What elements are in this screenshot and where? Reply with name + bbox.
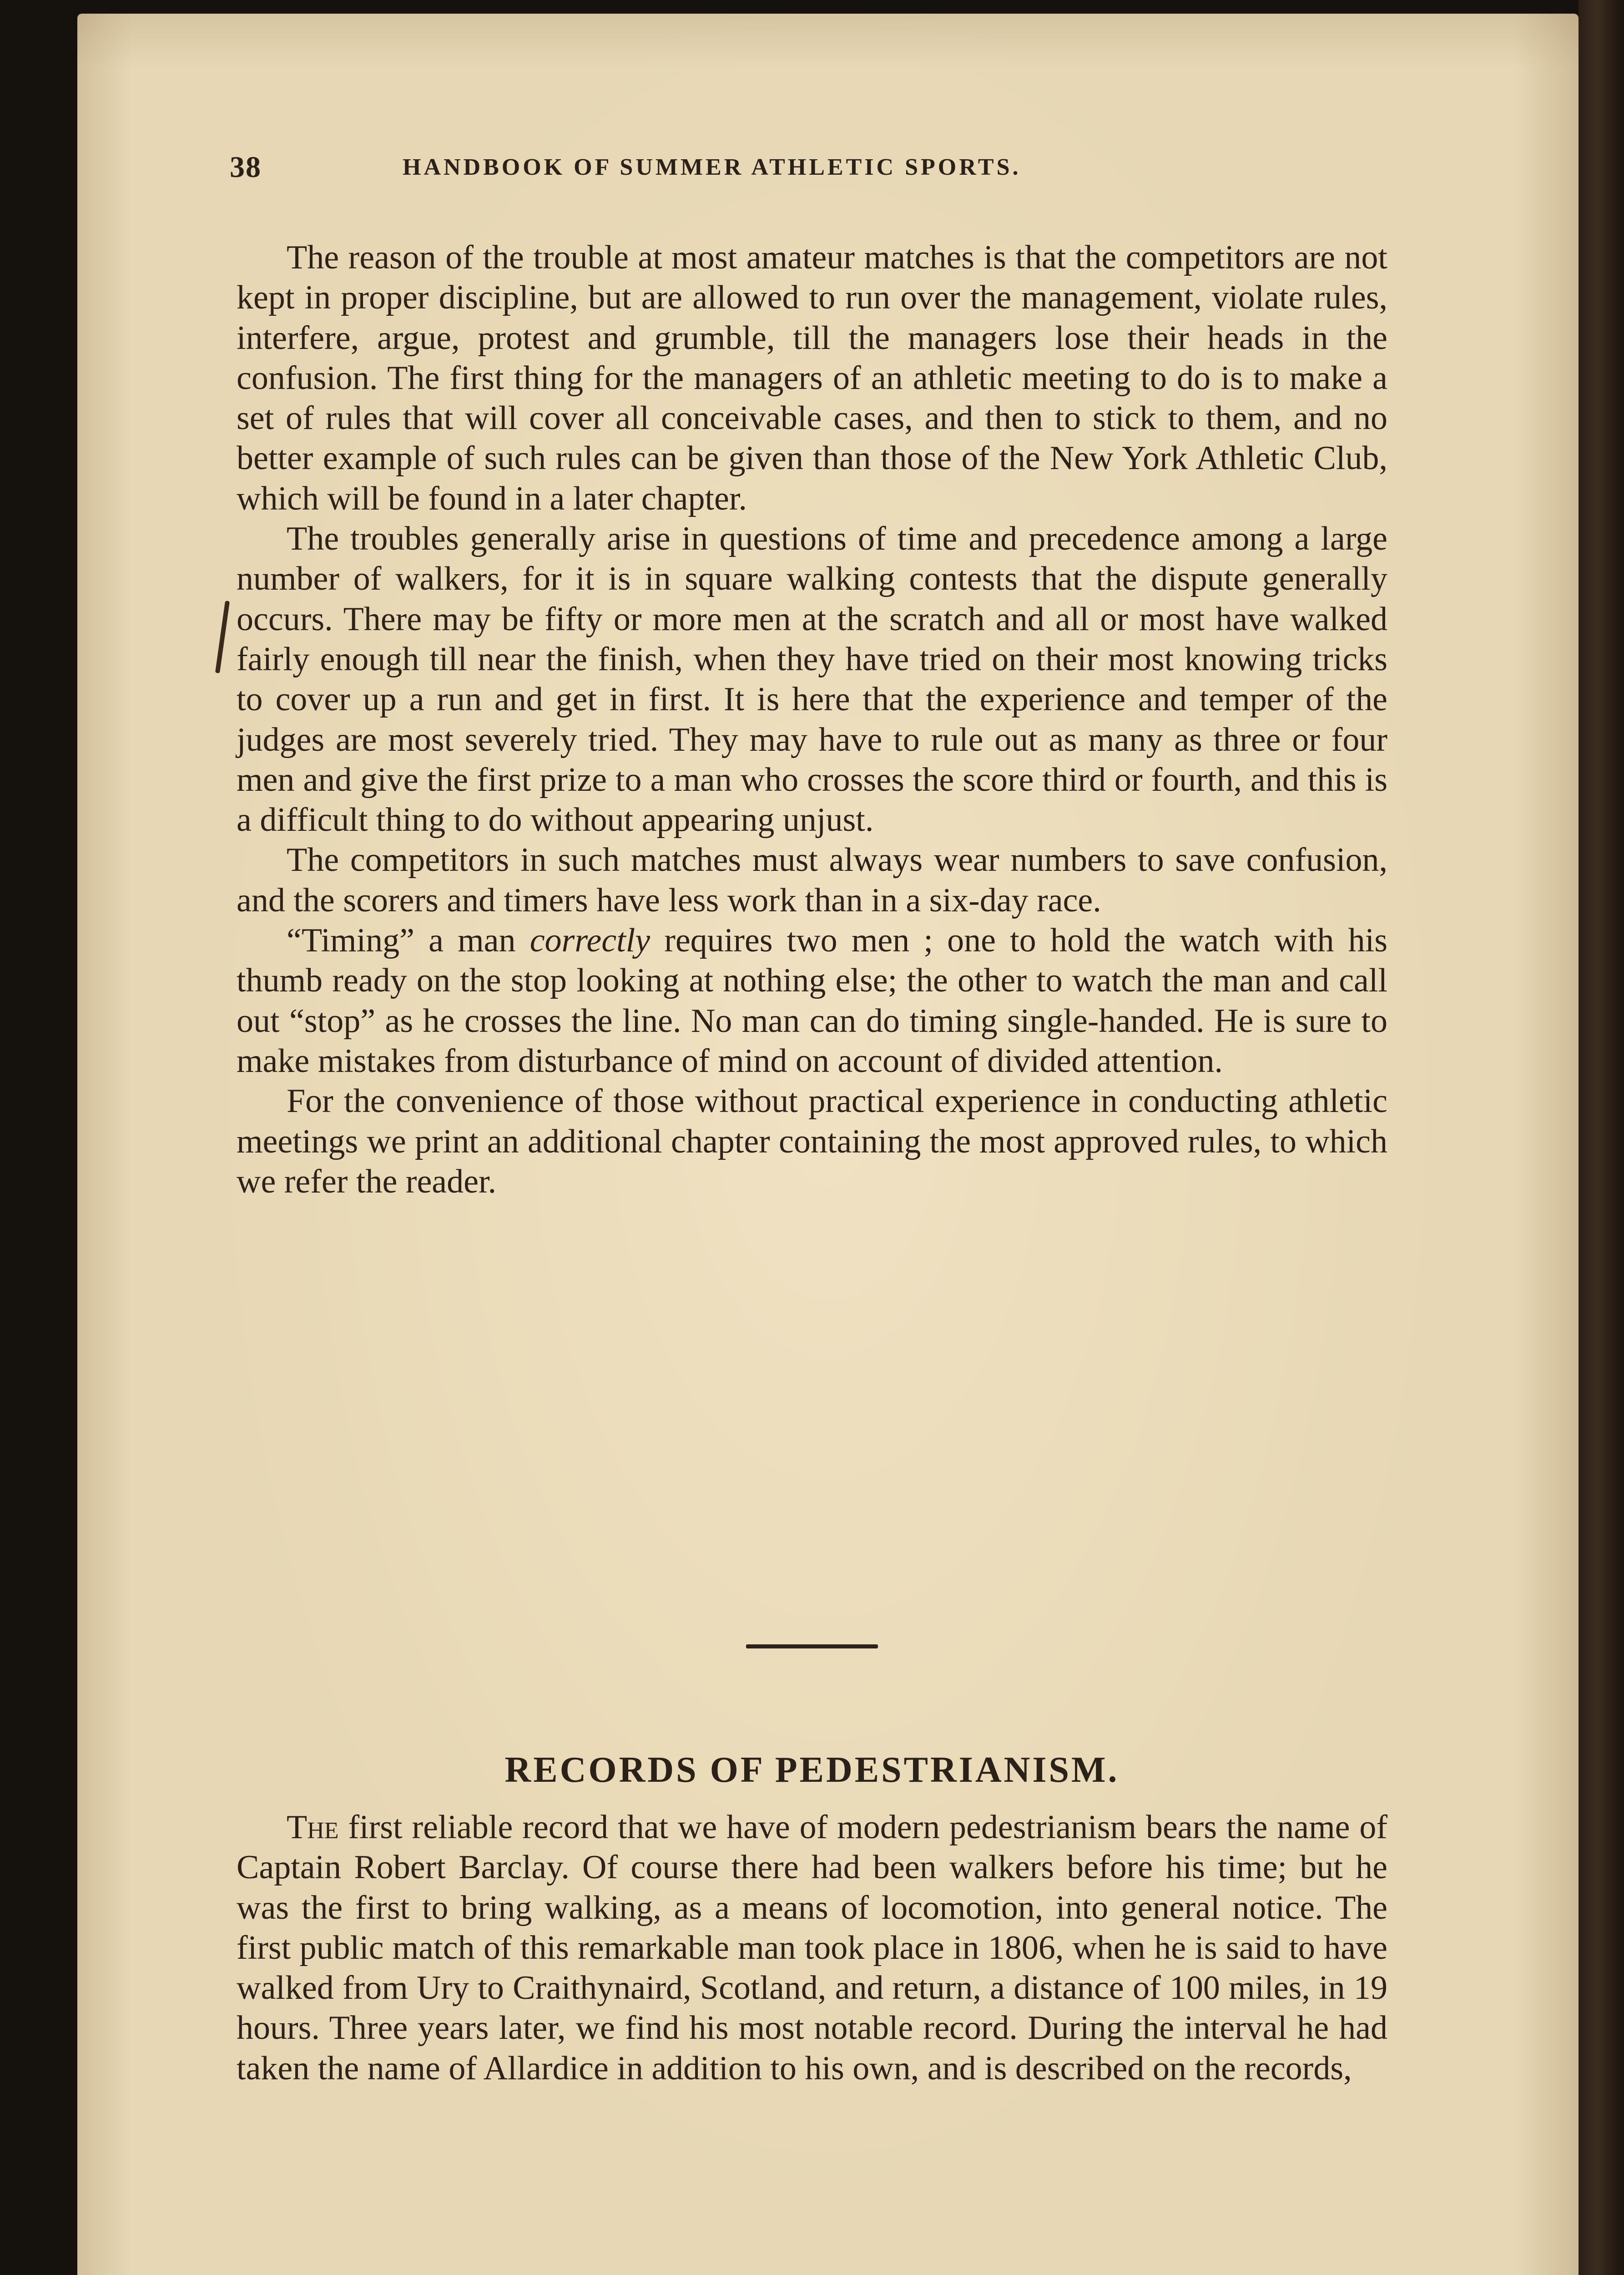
section-body xyxy=(237,1807,1387,2088)
section-heading: RECORDS OF PEDESTRIANISM. xyxy=(504,1750,1120,1790)
timing-text-start: “Timing” a man xyxy=(287,922,530,960)
paragraph: The competitors in such matches must always wear numbers to save confusion, and the scorers and timers have less work than in a six-day race. xyxy=(237,841,1387,919)
timing-text-end: requires two men ; one to hold the watch with his thumb ready on the stop looking at nothing else; the other to watch the man and call out “stop” as he crosses the line. No man can do timing single-handed. He is sure to make mistakes from disturbance of mind on account of divided attention. xyxy=(237,922,1387,1080)
book-gutter xyxy=(1579,0,1624,2275)
section-text: first reliable record that we have of modern pedestrianism bears the name of Captain Robert Barclay. Of course there had been walkers before his time; but he was the first to bring walking, as a means of locomotion, into general notice. The first public match of this remarkable man took place in 1806, when he is said to have walked from Ury to Craithynaird, Scotland, and return, a distance of 100 miles, in 19 hours. Three years later, we find his most notable record. During the interval he had taken the name of Allardice in addition to his own, and is described on the records, xyxy=(237,1809,1387,2087)
paragraph: The reason of the trouble at most amateur matches is that the competitors are not kept in proper discipline, but are allowed to run over the management, violate rules, interfere, argue, protest and grumble, till the managers lose their heads in the confusion. The first thing for the managers of an athletic meeting to do is to make a set of rules that will cover all conceivable cases, and then to stick to them, and no better example of such rules can be given than those of the New York Athletic Club, which will be found in a later chapter. xyxy=(237,239,1387,517)
running-head xyxy=(230,150,1385,191)
body-text xyxy=(237,238,1387,1202)
page-number: 38 xyxy=(230,151,262,184)
paragraph xyxy=(237,1807,1387,2088)
timing-italic-word: correctly xyxy=(530,922,651,960)
running-title: HANDBOOK OF SUMMER ATHLETIC SPORTS. xyxy=(403,154,1021,180)
paragraph-timing xyxy=(237,920,1387,1081)
paragraph: For the convenience of those without practical experience in conducting athletic meetings we print an additional chapter containing the most approved rules, to which we refer the reader. xyxy=(237,1082,1387,1200)
lead-word: The xyxy=(287,1809,339,1846)
paragraph: The troubles generally arise in questions of time and precedence among a large number of walkers, for it is in square walking contests that the dispute generally occurs. There may be fifty or more men at the scratch and all or most have walked fairly enough till near the finish, when they have tried on their most knowing tricks to cover up a run and get in first. It is here that the experience and temper of the judges are most severely tried. They may have to rule out as many as three or four men and give the first prize to a man who crosses the score third or fourth, and this is a difficult thing to do without appearing unjust. xyxy=(237,520,1387,839)
section-divider xyxy=(746,1644,878,1648)
